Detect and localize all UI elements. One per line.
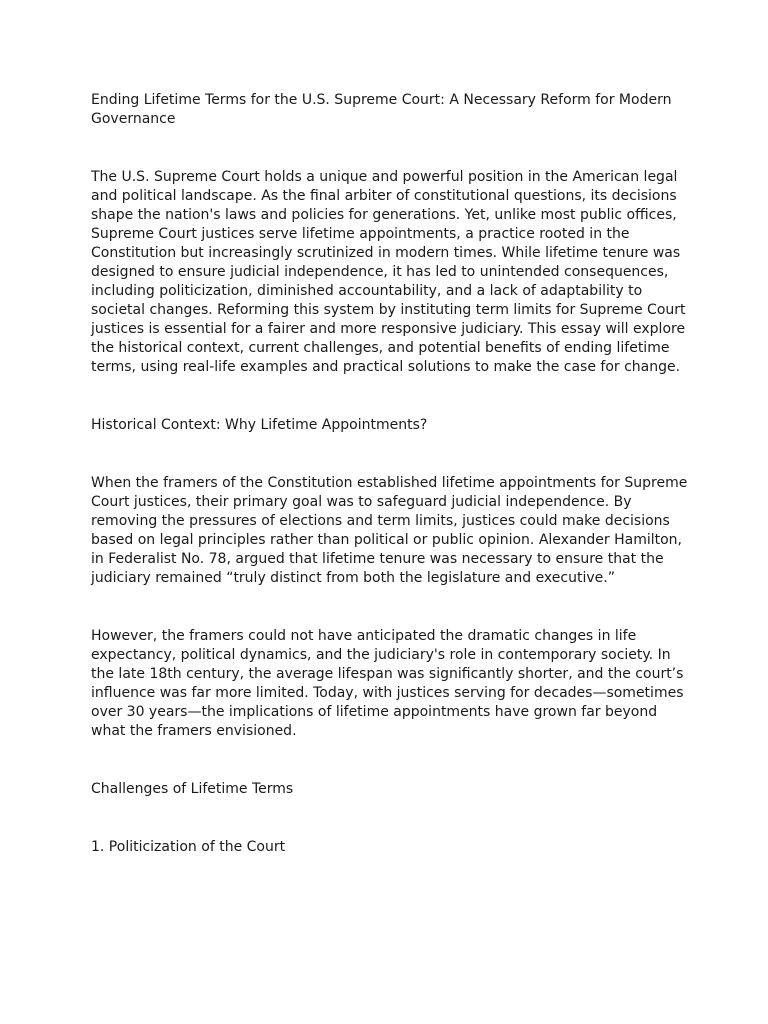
section-heading-challenges: Challenges of Lifetime Terms <box>91 781 294 797</box>
document-body <box>91 91 691 896</box>
intro-paragraph: The U.S. Supreme Court holds a unique and powerful position in the American legal and political landscape. As the final arbiter of constitutional questions, its decisions shape the nation's laws and policies for generations. Yet, unlike most public offices, Supreme Court justices serve lifetime appointments, a practice rooted in the Constitution but increasingly scrutinized in modern times. While lifetime tenure was designed to ensure judicial independence, it has led to unintended consequences, including politicization, diminished accountability, and a lack of adaptability to societal changes. Reforming this system by instituting term limits for Supreme Court justices is essential for a fairer and more responsive judiciary. This essay will explore the historical context, current challenges, and potential benefits of ending lifetime terms, using real-life examples and practical solutions to make the case for change. <box>91 169 686 375</box>
framers-paragraph: When the framers of the Constitution established lifetime appointments for Supreme Court justices, their primary goal was to safeguard judicial independence. By removing the pressures of elections and term limits, justices could make decisions based on legal principles rather than political or public opinion. Alexander Hamilton, in Federalist No. 78, argued that lifetime tenure was necessary to ensure that the judiciary remained “truly distinct from both the legislature and executive.” <box>91 475 688 586</box>
section-heading-historical: Historical Context: Why Lifetime Appointments? <box>91 417 428 433</box>
subsection-heading-politicization: 1. Politicization of the Court <box>91 839 286 855</box>
however-paragraph: However, the framers could not have anticipated the dramatic changes in life expectancy, political dynamics, and the judiciary's role in contemporary society. In the late 18th century, the average lifespan was significantly shorter, and the court’s influence was far more limited. Today, with justices serving for decades—sometimes over 30 years—the implications of lifetime appointments have grown far beyond what the framers envisioned. <box>91 628 684 739</box>
document-title: Ending Lifetime Terms for the U.S. Supreme Court: A Necessary Reform for Modern Governance <box>91 92 672 127</box>
